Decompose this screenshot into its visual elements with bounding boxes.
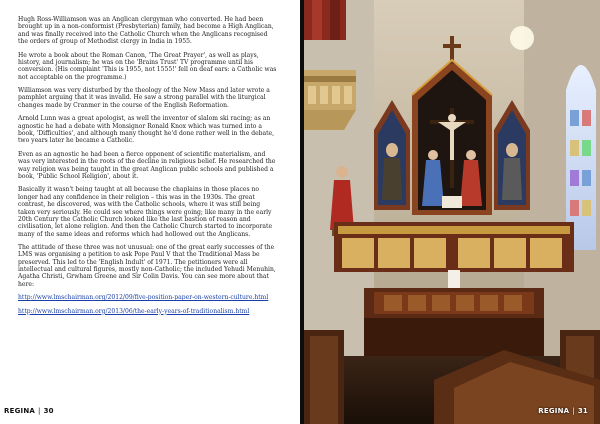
paragraph: The attitude of these three was not unusual: one of the great early successes of the LMS was organising a petition to ask Pope Paul V that the Traditional Mass be preserved. This led to the 'English Indult' of 1971. The petitioners were all intellectual and cultural figures, mostly non-Catholic; the included Yehudi Menuhin, Agatha Christi, Grwham Greene and Sir Colin Davis. You can see more about that here: bbox=[18, 244, 276, 288]
article-body bbox=[18, 16, 278, 315]
footer-separator: | bbox=[572, 407, 575, 415]
ceiling-light bbox=[510, 26, 534, 50]
page-number: 31 bbox=[577, 407, 588, 415]
paragraph: Even as an agnostic he had been a fierce opponent of scientific materialism, and was very interested in the roots of the decline in religious belief. He researched the way religion was being taught in the great Anglican public schools and published a book, 'Public School Religion', about it. bbox=[18, 150, 276, 180]
page-number: 30 bbox=[43, 407, 54, 415]
footer-separator: | bbox=[38, 407, 41, 415]
magazine-name: REGINA bbox=[4, 407, 35, 415]
link-early-years-traditionalism[interactable]: http://www.lmschairman.org/2013/06/the-early-years-of-traditionalism.html bbox=[18, 307, 250, 315]
altar-table bbox=[364, 288, 544, 358]
paragraph: Hugh Ross-Williamson was an Anglican clergyman who converted. He had been brought up in a non-conformist (Presbyterian) family, had become a High Anglican, and was finally received into the Catholic Church when the Anglicans recognised the orders of group of Methodist clergy in India in 1955. bbox=[18, 16, 274, 46]
page-footer-right bbox=[538, 407, 588, 415]
paragraph: Williamson was very disturbed by the theology of the New Mass and later wrote a pamphlet arguing that it was invalid. He saw a strong parallel with the liturgical changes made by Cranmer in the course of the English Reformation. bbox=[18, 87, 270, 109]
paragraph: He wrote a book about the Roman Canon, 'The Great Prayer', as well as plays, history, and journalism; he was on the 'Brains Trust' TV programme until his conversion. (His complaint 'This is 1955, not 1555!' fell on deaf ears: a Catholic was not acceptable on the programme.) bbox=[18, 51, 277, 81]
page-footer-left bbox=[4, 407, 54, 415]
paragraph: Arnold Lunn was a great apologist, as well the inventor of slalom ski racing; as an agnostic he had a debate with Monsignor Ronald Knox which was turned into a book, 'Difficulties', and although many thought he'd done rather well in the debate, two years later he became a Catholic. bbox=[18, 115, 275, 145]
pulpit bbox=[304, 70, 356, 130]
link-western-culture[interactable]: http://www.lmschairman.org/2012/09/five-position-paper-on-western-culture.html bbox=[18, 294, 269, 302]
church-altar-photo bbox=[304, 0, 600, 424]
paragraph: Basically it wasn't being taught at all because the chaplains in those places no longer had any confidence in their religion – this was in the 1930s. The great contrast, he discovered, was with the Catholic schools, where it was still being taken very seriously. He could see where things were going; like many in the early 20th Century the Catholic Church looked like the last bastion of reason and civilisation, let alone religion. And then the Catholic Church started to incorporate many of the same ideas and reforms which had hollowed out the Anglicans. bbox=[18, 186, 273, 238]
right-page bbox=[304, 0, 600, 424]
magazine-name: REGINA bbox=[538, 407, 570, 415]
